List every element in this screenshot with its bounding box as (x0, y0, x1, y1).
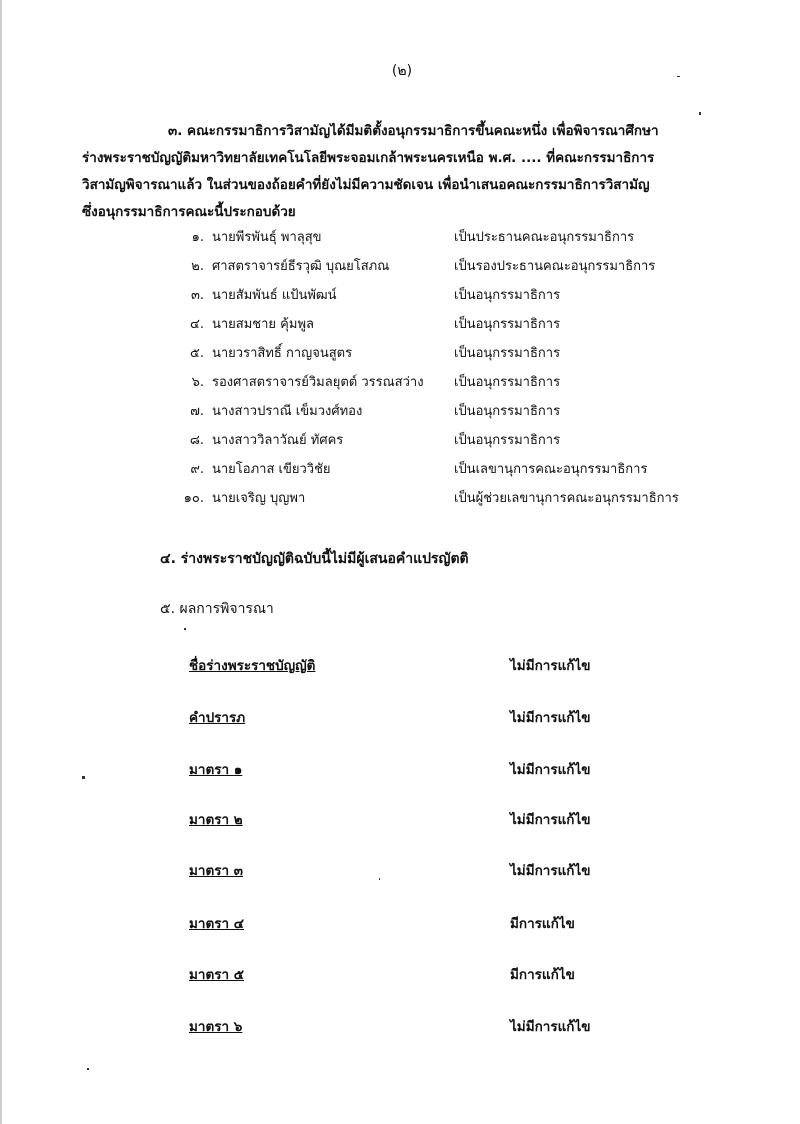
member-number: ๙. (190, 462, 204, 477)
result-status: มีการแก้ไข (510, 916, 575, 932)
member-row (2, 371, 800, 399)
member-number: ๑. (191, 230, 204, 245)
scan-speck (677, 76, 680, 77)
member-name: ศาสตราจารย์ธีรวุฒิ บุณยโสภณ (212, 259, 390, 274)
result-item: มาตรา ๔ (189, 916, 244, 932)
result-item: มาตรา ๕ (189, 967, 244, 983)
section-3-line: ซึ่งอนุกรรมาธิการคณะนี้ประกอบด้วย (82, 204, 296, 220)
member-name: นายโอภาส เขียววิชัย (212, 462, 331, 477)
member-role: เป็นอนุกรรมาธิการ (454, 375, 561, 390)
member-role: เป็นประธานคณะอนุกรรมาธิการ (454, 230, 635, 245)
member-role: เป็นเลขานุการคณะอนุกรรมาธิการ (454, 462, 648, 477)
member-role: เป็นอนุกรรมาธิการ (454, 433, 561, 448)
member-number: ๘. (189, 433, 204, 448)
member-name: นายสมชาย คุ้มพูล (212, 317, 314, 332)
member-row (2, 400, 800, 428)
member-number: ๔. (190, 317, 204, 332)
member-row (2, 255, 800, 283)
member-row (2, 429, 800, 457)
scan-speck (184, 628, 186, 630)
member-number: ๒. (191, 259, 204, 274)
member-row (2, 284, 800, 312)
result-status: มีการแก้ไข (510, 967, 575, 983)
member-number: ๖. (191, 375, 204, 390)
member-name: นายสัมพันธ์ แป้นพัฒน์ (212, 288, 337, 303)
scan-speck (699, 112, 701, 115)
member-row (2, 342, 800, 370)
member-role: เป็นอนุกรรมาธิการ (454, 288, 561, 303)
scan-speck (87, 1068, 89, 1070)
member-number: ๑๐. (183, 491, 204, 506)
result-status: ไม่มีการแก้ไข (510, 762, 591, 778)
result-status: ไม่มีการแก้ไข (510, 812, 591, 828)
member-number: ๕. (190, 346, 204, 361)
member-role: เป็นผู้ช่วยเลขานุการคณะอนุกรรมาธิการ (454, 491, 679, 506)
member-name: นางสาวปราณี เข็มวงศ์ทอง (212, 404, 363, 419)
result-item: มาตรา ๓ (189, 863, 244, 879)
member-role: เป็นอนุกรรมาธิการ (454, 317, 561, 332)
section-5-heading: ๕. ผลการพิจารณา (160, 601, 274, 617)
section-3-line: ร่างพระราชบัญญัติมหาวิทยาลัยเทคโนโลยีพระจอมเกล้าพระนครเหนือ พ.ศ. .... ที่คณะกรรมาธิการ (82, 150, 655, 166)
result-item: มาตรา ๒ (189, 812, 243, 828)
member-row (2, 226, 800, 254)
section-3-line: วิสามัญพิจารณาแล้ว ในส่วนของถ้อยคำที่ยังไม่มีความชัดเจน เพื่อนำเสนอคณะกรรมาธิการวิสามัญ (82, 177, 650, 193)
result-status: ไม่มีการแก้ไข (510, 1019, 591, 1035)
result-item: คำปรารภ (189, 710, 246, 726)
result-status: ไม่มีการแก้ไข (510, 658, 591, 674)
member-name: นางสาววิลาวัณย์ ทัศคร (212, 433, 344, 448)
member-number: ๗. (190, 404, 204, 419)
scan-speck (82, 776, 85, 779)
scan-speck (379, 878, 380, 880)
section-3-line: ๓. คณะกรรมาธิการวิสามัญได้มีมติตั้งอนุกรรมาธิการขึ้นคณะหนึ่ง เพื่อพิจารณาศึกษา (168, 123, 659, 139)
member-role: เป็นอนุกรรมาธิการ (454, 404, 561, 419)
member-row (2, 487, 800, 515)
section-3-paragraph (82, 118, 712, 226)
member-name: รองศาสตราจารย์วิมลยุตต์ วรรณสว่าง (212, 375, 424, 390)
member-name: นายวราสิทธิ์ กาญจนสูตร (212, 346, 353, 361)
member-name: นายเจริญ บุญพา (212, 491, 306, 506)
member-row (2, 458, 800, 486)
member-number: ๓. (190, 288, 204, 303)
page-number: (๒) (391, 63, 413, 79)
result-item: มาตรา ๖ (189, 1019, 243, 1035)
member-role: เป็นรองประธานคณะอนุกรรมาธิการ (454, 259, 656, 274)
result-status: ไม่มีการแก้ไข (510, 863, 591, 879)
member-role: เป็นอนุกรรมาธิการ (454, 346, 561, 361)
result-item: ชื่อร่างพระราชบัญญัติ (189, 658, 316, 674)
result-item: มาตรา ๑ (189, 762, 243, 778)
member-row (2, 313, 800, 341)
member-name: นายพีรพันธุ์ พาลุสุข (212, 230, 322, 245)
result-status: ไม่มีการแก้ไข (510, 710, 591, 726)
section-4-heading: ๔. ร่างพระราชบัญญัติฉบับนี้ไม่มีผู้เสนอคำแปรญัตติ (160, 551, 469, 567)
